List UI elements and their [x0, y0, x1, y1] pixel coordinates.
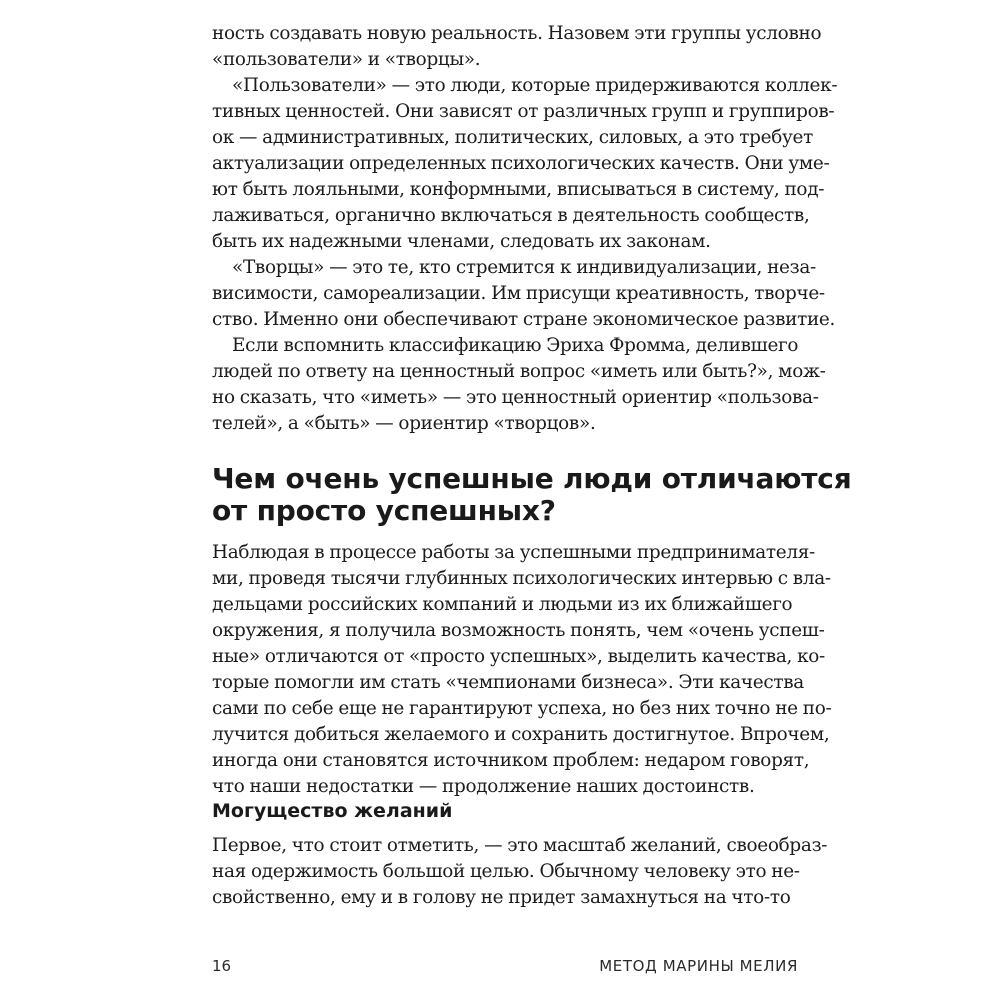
heading-line: от просто успешных?: [212, 494, 556, 527]
text-line: ство. Именно они обеспечивают стране экономическое развитие.: [212, 309, 836, 330]
text-line: что наши недостатки — продолжение наших достоинств.: [212, 776, 755, 797]
text-line: лаживаться, органично включаться в деятельность сообществ,: [212, 205, 810, 226]
text-line: Первое, что стоит отметить, — это масштаб желаний, своеобраз-: [212, 835, 828, 856]
text-line: ные» отличаются от «просто успешных», выделить качества, ко-: [212, 646, 825, 667]
text-line: дельцами российских компаний и людьми из их ближайшего: [212, 594, 793, 615]
heading-line: Чем очень успешные люди отличаются: [212, 462, 852, 495]
text-line: актуализации определенных психологических качеств. Они уме-: [212, 153, 830, 174]
text-line: окружения, я получила возможность понять, чем «очень успеш-: [212, 620, 825, 641]
running-title: МЕТОД МАРИНЫ МЕЛИЯ: [599, 957, 798, 975]
text-line: ная одержимость большой целью. Обычному человеку это не-: [212, 861, 800, 882]
text-line: лучится добиться желаемого и сохранить достигнутое. Впрочем,: [212, 724, 830, 745]
text-line: сами по себе еще не гарантируют успеха, но без них точно не по-: [212, 698, 832, 719]
text-line: ют быть лояльными, конформными, вписываться в систему, под-: [212, 179, 825, 200]
text-line: висимости, самореализации. Им присущи креативность, творче-: [212, 283, 825, 304]
paragraph-start-line: Если вспомнить классификацию Эриха Фромма, делившего: [232, 335, 799, 356]
text-line: быть их надежными членами, следовать их законам.: [212, 231, 711, 252]
text-line: иногда они становятся источником проблем: недаром говорят,: [212, 750, 810, 771]
paragraph-start-line: «Творцы» — это те, кто стремится к индивидуализации, неза-: [232, 257, 816, 278]
text-line: телей», а «быть» — ориентир «творцов».: [212, 413, 596, 434]
page-number: 16: [212, 957, 232, 975]
text-line: людей по ответу на ценностный вопрос «иметь или быть?», мож-: [212, 361, 826, 382]
text-line: ок — административных, политических, силовых, а это требует: [212, 127, 813, 148]
text-line: свойственно, ему и в голову не придет замахнуться на что-то: [212, 887, 791, 908]
text-line: ность создавать новую реальность. Назовем эти группы условно: [212, 23, 822, 44]
text-line: Наблюдая в процессе работы за успешными предпринимателя-: [212, 542, 815, 563]
paragraph-start-line: «Пользователи» — это люди, которые придерживаются коллек-: [232, 75, 838, 96]
text-line: «пользователи» и «творцы».: [212, 49, 481, 70]
text-line: тивных ценностей. Они зависят от различных групп и группиров-: [212, 101, 835, 122]
text-line: торые помогли им стать «чемпионами бизнеса». Эти качества: [212, 672, 804, 693]
subsection-heading: Могущество желаний: [212, 800, 453, 822]
text-line: ми, проведя тысячи глубинных психологических интервью с вла-: [212, 568, 831, 589]
text-line: но сказать, что «иметь» — это ценностный ориентир «пользова-: [212, 387, 819, 408]
